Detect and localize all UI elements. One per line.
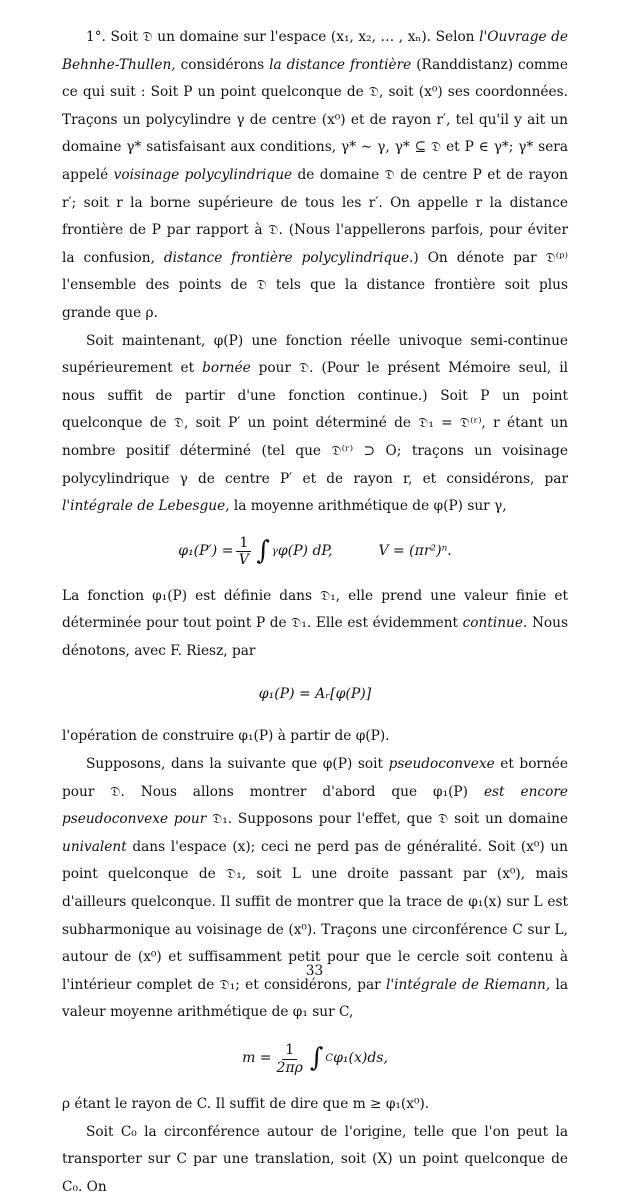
text-run: et bornée pour 𝔇. Nous allons montrer d'abord que φ₁(P) xyxy=(62,756,568,800)
paragraph-6: ρ étant le rayon de C. Il suffit de dire que m ≥ φ₁(x⁰). xyxy=(62,1096,430,1112)
italic-term: continue. xyxy=(462,615,528,632)
italic-reference: l'Ouvrage de Behnhe-Thullen, xyxy=(62,29,568,73)
fraction-numerator: 1 xyxy=(282,1042,297,1059)
text-run: (Randdistanz) comme ce qui suit : Soit P un point quelconque de 𝔇, soit (x⁰) ses coordonnées. Traçons un polycylindre γ de centre (x⁰) et de rayon r′, tel qu'il y ait un domaine γ* satisfaisant aux conditions, γ* ∼ γ, γ* ⊆ 𝔇 et P ∈ γ*; γ* sera appelé xyxy=(62,56,568,183)
fraction-denominator: 2πρ xyxy=(276,1059,303,1076)
italic-term: l'intégrale de Riemann, xyxy=(385,976,551,993)
fraction xyxy=(236,535,251,568)
text-run: Nous dénotons, avec F. Riesz, par xyxy=(62,615,568,659)
eq-lhs: m = xyxy=(242,1050,272,1067)
text-run: Supposons, dans la suivante que φ(P) soit xyxy=(86,756,389,773)
equation-operator xyxy=(62,665,568,723)
text-run: pour 𝔇. (Pour le présent Mémoire seul, il nous suffit de partir d'une fonction continue.) Soit P un point quelconque de 𝔇, soit P′ un point déterminé de 𝔇₁ = 𝔇⁽ʳ⁾, r étant un nombre positif déterminé (tel que 𝔇⁽ʳ⁾ ⊃ O; traçons un voisinage polycylindrique γ de centre P′ et de rayon r, et considérons, par xyxy=(62,360,568,487)
italic-term: univalent xyxy=(62,838,127,855)
integral-domain: γ xyxy=(271,545,278,557)
text-run: la moyenne arithmétique de φ(P) sur γ, xyxy=(229,498,507,515)
fraction-numerator: 1 xyxy=(236,535,251,552)
integrand: φ(P) dP, xyxy=(277,542,333,559)
italic-claim: est encore pseudoconvexe pour xyxy=(62,783,568,828)
integrand: φ₁(x)ds, xyxy=(333,1050,388,1067)
italic-term: distance frontière polycylindrique. xyxy=(163,249,414,266)
equation-circle-mean xyxy=(62,1027,568,1091)
volume-definition: V = (πr²)ⁿ. xyxy=(378,542,452,559)
paragraph-4: l'opération de construire φ₁(P) à partir de φ(P). xyxy=(62,728,390,745)
fraction-denominator: V xyxy=(238,552,249,569)
eq-lhs: φ₁(P′) = xyxy=(178,542,234,559)
equation-mean-value xyxy=(62,521,568,583)
integral-domain: C xyxy=(325,1053,334,1065)
text-run: dans l'espace (x); ceci ne perd pas de généralité. Soit (x⁰) un point quelconque de 𝔇₁, soit L une droite passant par (x⁰), mais d'ailleurs quelconque. Il suffit de montrer que la trace de φ₁(x) sur L est subharmonique au voisinage de (x⁰). Traçons une circonférence C sur L, autour de (x⁰) et suffisamment petit pour que le cercle soit contenu à l'intérieur complet de 𝔇₁; et considérons, par xyxy=(62,838,568,993)
italic-term: l'intégrale de Lebesgue, xyxy=(62,498,230,515)
text-run: ) On dénote par 𝔇⁽ᵖ⁾ l'ensemble des points de 𝔇 tels que la distance frontière soit plus grande que ρ. xyxy=(62,249,569,321)
italic-term: la distance frontière xyxy=(269,56,412,73)
paragraph-3 xyxy=(62,583,568,666)
text-run: la valeur moyenne arithmétique de φ₁ sur C, xyxy=(62,976,568,1021)
italic-term: bornée xyxy=(202,360,251,377)
italic-term: voisinage polycylindrique xyxy=(113,166,293,183)
italic-term: pseudoconvexe xyxy=(388,756,495,773)
paragraph-2 xyxy=(62,328,568,521)
text-run: 1°. Soit 𝔇 un domaine sur l'espace (x₁, x₂, … , xₙ). Selon xyxy=(86,29,480,45)
body-text xyxy=(62,24,568,1201)
text-run: La fonction φ₁(P) est définie dans 𝔇₁, elle prend une valeur finie et déterminée pour tout point P de 𝔇₁. Elle est évidemment xyxy=(62,587,568,632)
operator-expression: φ₁(P) = Aᵣ[φ(P)] xyxy=(258,685,372,702)
paragraph-7: Soit C₀ la circonférence autour de l'origine, telle que l'on peut la transporter sur C par une translation, soit (X) un point quelconque de C₀. On xyxy=(62,1123,568,1195)
fraction xyxy=(275,1042,305,1075)
text-run: 𝔇₁. Supposons pour l'effet, que 𝔇 soit un domaine xyxy=(206,811,568,828)
page-number: 33 xyxy=(305,963,324,979)
text-run: de domaine 𝔇 de centre P et de rayon r′; soit r la borne supérieure de tous les r′. On appelle r la distance frontière de P par rapport à 𝔇. (Nous l'appellerons parfois, pour éviter la confusion, xyxy=(62,166,568,266)
integral-sign: ∫ xyxy=(256,535,270,566)
text-run: Soit maintenant, φ(P) une fonction réelle univoque semi-continue supérieurement et xyxy=(62,332,568,377)
integral-sign: ∫ xyxy=(309,1043,324,1074)
paragraph-5 xyxy=(62,751,568,1027)
text-run: considérons xyxy=(175,56,270,73)
paragraph-1 xyxy=(62,24,568,328)
